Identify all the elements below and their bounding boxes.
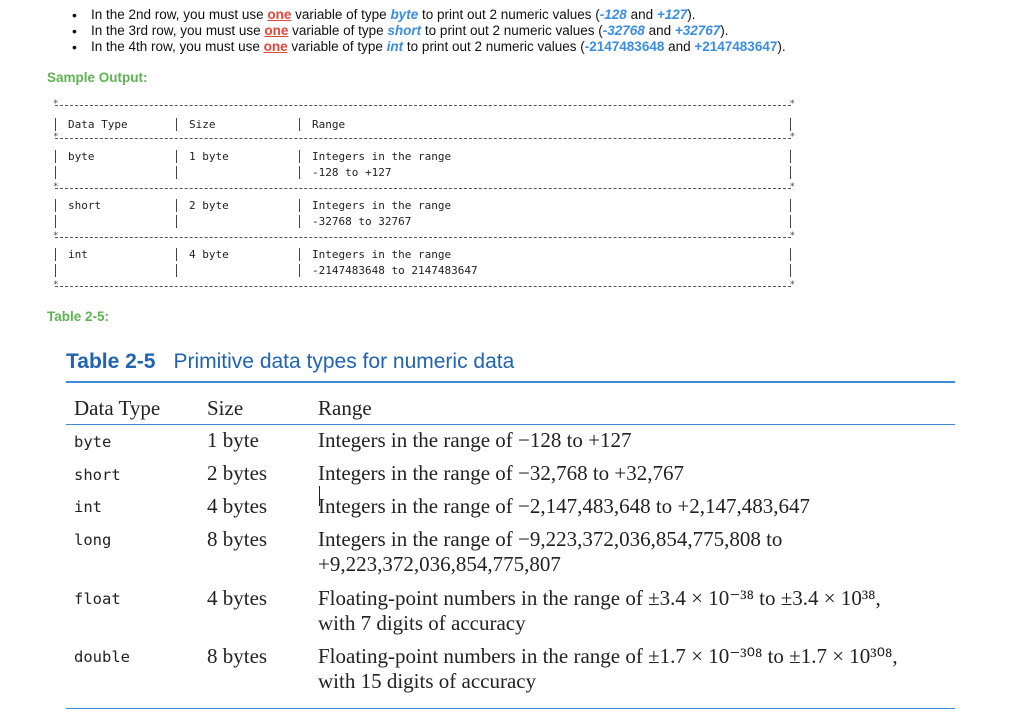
instruction-item <box>72 23 786 39</box>
instruction-item <box>72 7 786 23</box>
numeric-value: -128 <box>599 7 627 22</box>
instruction-text: variable of type <box>291 7 391 22</box>
console-header-type: Data Type <box>68 118 128 131</box>
table-caption <box>66 350 514 374</box>
console-cell-size: 2 byte <box>189 199 229 212</box>
console-pipe <box>176 215 177 228</box>
row-range <box>318 494 810 519</box>
console-pipe <box>176 248 177 261</box>
emphasis-one: one <box>267 7 292 22</box>
header-size: Size <box>207 396 244 420</box>
row-range <box>318 586 881 636</box>
header-data-type: Data Type <box>74 396 161 420</box>
emphasis-one: one <box>263 39 288 54</box>
type-keyword: short <box>387 23 422 38</box>
row-type: double <box>74 648 130 666</box>
instruction-list <box>72 7 786 55</box>
corner-marker: * <box>53 99 59 109</box>
console-pipe <box>299 150 300 163</box>
console-divider <box>55 138 791 139</box>
row-size: 2 bytes <box>207 461 268 485</box>
numeric-value: +32767 <box>674 23 721 38</box>
console-pipe <box>299 248 300 261</box>
range-line: Integers in the range of −32,768 to +32,767 <box>318 461 685 485</box>
console-pipe <box>55 118 56 131</box>
instruction-text: ). <box>687 7 696 22</box>
table-bottom-rule <box>66 708 955 709</box>
corner-marker: * <box>53 132 59 142</box>
console-cell-range: -128 to +127 <box>312 166 392 179</box>
emphasis-one: one <box>264 23 289 38</box>
console-pipe <box>790 264 791 277</box>
type-keyword: byte <box>390 7 419 22</box>
console-divider <box>55 237 791 238</box>
range-line: Integers in the range of −9,223,372,036,854,775,808 to <box>318 527 783 551</box>
table-title: Primitive data types for numeric data <box>173 350 515 373</box>
console-cell-size: 4 byte <box>189 248 229 261</box>
header-range: Range <box>318 396 372 420</box>
console-cell-range: Integers in the range <box>312 199 452 212</box>
console-pipe <box>176 118 177 131</box>
range-line: Floating-point numbers in the range of ±3.4 × 10⁻³⁸ to ±3.4 × 10³⁸, <box>318 586 881 610</box>
table-top-rule <box>66 381 955 383</box>
row-size: 4 bytes <box>207 586 268 610</box>
row-range <box>318 527 782 577</box>
console-pipe <box>176 199 177 212</box>
instruction-item <box>72 39 786 55</box>
console-pipe <box>790 199 791 212</box>
range-line: Floating-point numbers in the range of ±1.7 × 10⁻³⁰⁸ to ±1.7 × 10³⁰⁸, <box>318 644 898 668</box>
console-pipe <box>299 118 300 131</box>
console-pipe <box>55 166 56 179</box>
instruction-text: variable of type <box>287 39 387 54</box>
console-pipe <box>55 150 56 163</box>
corner-marker: * <box>53 182 59 192</box>
console-pipe <box>299 166 300 179</box>
table-header-rule <box>66 424 955 425</box>
console-pipe <box>790 166 791 179</box>
console-pipe <box>299 215 300 228</box>
console-divider <box>55 286 791 287</box>
console-pipe <box>299 199 300 212</box>
console-divider <box>55 188 791 189</box>
row-type: long <box>74 531 112 549</box>
row-type: byte <box>74 433 112 451</box>
console-pipe <box>176 264 177 277</box>
textbook-table <box>55 340 972 713</box>
console-cell-size: 1 byte <box>189 150 229 163</box>
corner-marker: * <box>53 280 59 290</box>
console-cell-range: -2147483648 to 2147483647 <box>312 264 478 277</box>
row-range <box>318 644 898 694</box>
row-type: float <box>74 590 121 608</box>
range-line: with 7 digits of accuracy <box>318 611 526 635</box>
instruction-text: to print out 2 numeric values ( <box>403 39 585 54</box>
console-header-range: Range <box>312 118 346 131</box>
row-size: 4 bytes <box>207 494 268 518</box>
sample-output-label: Sample Output: <box>47 70 148 85</box>
instruction-text: to print out 2 numeric values ( <box>421 23 603 38</box>
corner-marker: * <box>53 231 59 241</box>
range-line: with 15 digits of accuracy <box>318 669 537 693</box>
corner-marker: * <box>789 280 795 290</box>
row-type: short <box>74 466 121 484</box>
numeric-value: -32768 <box>602 23 645 38</box>
console-pipe <box>790 150 791 163</box>
console-cell-range: -32768 to 32767 <box>312 215 412 228</box>
console-pipe <box>176 150 177 163</box>
console-cell-type: int <box>68 248 88 261</box>
range-line: Integers in the range of −128 to +127 <box>318 428 632 452</box>
console-pipe <box>55 248 56 261</box>
console-cell-range: Integers in the range <box>312 248 452 261</box>
console-pipe <box>790 248 791 261</box>
console-pipe <box>790 118 791 131</box>
table-label: Table 2-5: <box>47 309 110 324</box>
console-pipe <box>790 215 791 228</box>
instruction-text: and <box>664 39 695 54</box>
numeric-value: -2147483648 <box>584 39 665 54</box>
instruction-text: and <box>626 7 657 22</box>
row-size: 1 byte <box>207 428 259 452</box>
instruction-text: to print out 2 numeric values ( <box>418 7 600 22</box>
instruction-text: and <box>644 23 675 38</box>
console-pipe <box>55 215 56 228</box>
console-pipe <box>176 166 177 179</box>
numeric-value: +127 <box>656 7 688 22</box>
console-pipe <box>55 199 56 212</box>
instruction-text: variable of type <box>288 23 388 38</box>
row-size: 8 bytes <box>207 527 268 551</box>
console-pipe <box>299 264 300 277</box>
console-divider <box>55 105 791 106</box>
numeric-value: +2147483647 <box>694 39 778 54</box>
corner-marker: * <box>789 132 795 142</box>
range-line: Integers in the range of −2,147,483,648 to +2,147,483,647 <box>318 494 811 518</box>
instruction-text: In the 2nd row, you must use <box>91 7 268 22</box>
type-keyword: int <box>386 39 404 54</box>
row-type: int <box>74 498 102 516</box>
instruction-text: ). <box>720 23 729 38</box>
range-line: +9,223,372,036,854,775,807 <box>318 552 561 576</box>
console-output-table <box>53 99 795 290</box>
row-range <box>318 428 632 453</box>
row-size: 8 bytes <box>207 644 268 668</box>
console-cell-type: byte <box>68 150 95 163</box>
table-number: Table 2-5 <box>66 350 156 373</box>
corner-marker: * <box>789 182 795 192</box>
corner-marker: * <box>789 99 795 109</box>
instruction-text: ). <box>777 39 786 54</box>
instruction-text: In the 3rd row, you must use <box>91 23 265 38</box>
console-cell-range: Integers in the range <box>312 150 452 163</box>
corner-marker: * <box>789 231 795 241</box>
console-pipe <box>55 264 56 277</box>
instruction-text: In the 4th row, you must use <box>91 39 264 54</box>
console-cell-type: short <box>68 199 102 212</box>
console-header-size: Size <box>189 118 216 131</box>
